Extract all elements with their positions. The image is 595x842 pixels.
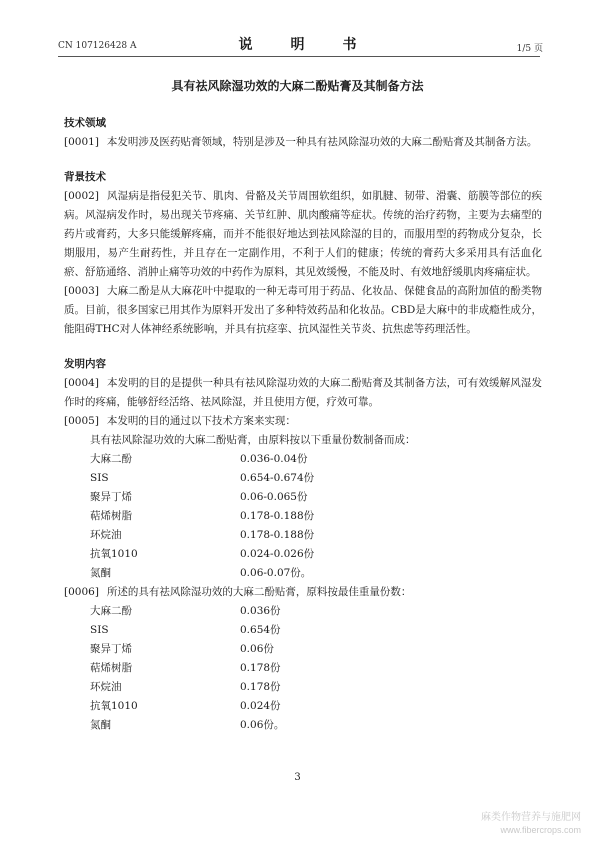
document-title: 具有祛风除湿功效的大麻二酚贴膏及其制备方法 [171,79,424,93]
ingredient-name: 氮酮 [90,567,111,579]
paragraph-0006 [64,583,542,602]
table-row [90,469,314,488]
header-title: 说 明 书 [238,37,369,53]
ingredient-amount: 0.06-0.07份。 [240,567,312,579]
paragraph-number: [0001] [64,136,99,148]
paragraph-text: 本发明的目的是提供一种具有祛风除湿功效的大麻二酚贴膏及其制备方法，可有效缓解风湿发作时的疼痛，能够舒经活络、祛风除湿，并且使用方便，疗效可靠。 [64,377,542,408]
ingredient-name: 大麻二酚 [90,605,132,617]
document-number: CN 107126428 A [58,41,137,51]
ingredient-amount: 0.06-0.065份 [240,491,308,503]
ingredient-amount: 0.654-0.674份 [240,472,315,484]
ingredient-amount: 0.06份。 [240,719,285,731]
watermark [481,812,581,836]
table-row [90,697,284,716]
paragraph-text: 所述的具有祛风除湿功效的大麻二酚贴膏，原料按最佳重量份数： [106,586,412,598]
table-row [90,507,314,526]
paragraph-text: 本发明涉及医药贴膏领域，特别是涉及一种具有祛风除湿功效的大麻二酚贴膏及其制备方法。 [106,136,538,148]
ingredient-amount: 0.06份 [240,643,274,655]
table-row [90,716,284,735]
ingredient-name: 氮酮 [90,719,111,731]
table-row [90,488,314,507]
paragraph-number: [0002] [64,190,99,202]
table-row [90,602,284,621]
ingredient-amount: 0.654份 [240,624,281,636]
section-heading-summary: 发明内容 [64,358,106,370]
section-heading-background: 背景技术 [64,171,106,183]
ingredient-amount: 0.036份 [240,605,281,617]
ingredient-name: 大麻二酚 [90,453,132,465]
paragraph-text: 本发明的目的通过以下技术方案来实现： [106,415,296,427]
paragraph-number: [0006] [64,586,99,598]
formula-range-intro: 具有祛风除湿功效的大麻二酚贴膏，由原料按以下重量份数制备而成： [90,434,416,446]
page-number: 3 [294,772,301,783]
paragraph-0001 [64,133,542,152]
table-row [90,564,314,583]
ingredient-amount: 0.178份 [240,662,281,674]
paragraph-0003 [64,282,542,339]
ingredient-amount: 0.024份 [240,700,281,712]
ingredient-name: 聚异丁烯 [90,491,132,503]
ingredient-name: 环烷油 [90,681,122,693]
paragraph-0005 [64,412,542,431]
ingredient-amount: 0.024-0.026份 [240,548,315,560]
ingredient-name: SIS [90,472,109,484]
watermark-url: www.fibercrops.com [500,825,581,835]
ingredient-name: 萜烯树脂 [90,510,132,522]
paragraph-number: [0004] [64,377,99,389]
table-row [90,678,284,697]
watermark-name: 麻类作物营养与施肥网 [481,812,581,823]
ingredient-name: 聚异丁烯 [90,643,132,655]
ingredient-amount: 0.036-0.04份 [240,453,308,465]
section-heading-technical-field: 技术领域 [64,117,106,129]
paragraph-text: 大麻二酚是从大麻花叶中提取的一种无毒可用于药品、化妆品、保健食品的高附加值的酚类物质。目前，很多国家已用其作为原料开发出了多种特效药品和化妆品。CBD是大麻中的非成瘾性成分，能阻碍THC对人体神经系统影响，并具有抗痉挛、抗风湿性关节炎、抗焦虑等药理活性。 [64,285,542,335]
paragraph-0004 [64,374,542,412]
paragraph-text: 风湿病是指侵犯关节、肌肉、骨骼及关节周围软组织，如肌腱、韧带、滑囊、筋膜等部位的疾病。风湿病发作时，易出现关节疼痛、关节红肿、肌肉酸痛等症状。传统的治疗药物，主要为去痛型的药片或膏药，大多只能缓解疼痛，而并不能很好地达到祛风除湿的目的，而服用型的药物成分复杂，长期服用，易产生耐药性，并且存在一定副作用，不利于人们的健康；传统的膏药大多采用具有活血化瘀、舒筋通络、消肿止痛等功效的中药作为原料，其见效缓慢，不能及时、有效地舒缓肌肉疼痛症状。 [64,190,542,278]
ingredient-name: SIS [90,624,109,636]
formula-best-table [90,602,284,735]
header-divider [58,56,540,57]
ingredient-name: 抗氧1010 [90,548,138,560]
ingredient-amount: 0.178-0.188份 [240,529,315,541]
ingredient-name: 抗氧1010 [90,700,138,712]
page-indicator: 1/5 页 [516,44,543,54]
table-row [90,659,284,678]
paragraph-number: [0005] [64,415,99,427]
ingredient-name: 环烷油 [90,529,122,541]
table-row [90,545,314,564]
paragraph-number: [0003] [64,285,99,297]
paragraph-0002 [64,187,542,282]
ingredient-amount: 0.178份 [240,681,281,693]
table-row [90,621,284,640]
ingredient-amount: 0.178-0.188份 [240,510,315,522]
table-row [90,526,314,545]
table-row [90,450,314,469]
formula-range-table [90,450,314,583]
ingredient-name: 萜烯树脂 [90,662,132,674]
document-body [64,114,542,735]
table-row [90,640,284,659]
